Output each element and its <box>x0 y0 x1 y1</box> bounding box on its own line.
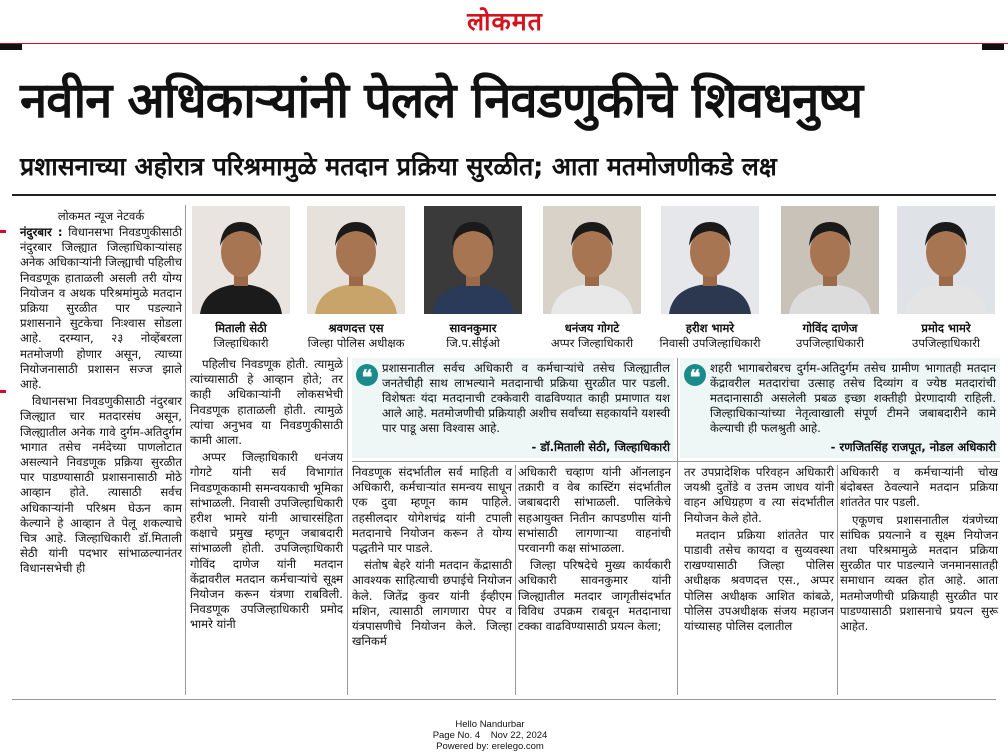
article-column-3 <box>352 465 512 651</box>
page-footer <box>380 719 600 752</box>
headline: नवीन अधिकाऱ्यांनी पेलले निवडणुकीचे शिवधनुष्य <box>20 72 863 129</box>
official-role: उपजिल्हाधिकारी <box>796 336 864 350</box>
subheadline: प्रशासनाच्या अहोरात्र परिश्रमामुळे मतदान प्रक्रिया सुरळीत; आता मतमोजणीकडे लक्ष <box>20 152 777 181</box>
paragraph: अप्पर जिल्हाधिकारी धनंजय गोगटे यांनी सर्व विभागांत निवडणूककामी समन्वयकाची भूमिका सांभाळली. निवासी उपजिल्हाधिकारी हरीश भामरे यांनी आचारसंहिता कक्षाचे प्रमुख म्हणून जबाबदारी सांभाळली होती. उपजिल्हाधिकारी गोविंद दाणेज यांनी मतदान केंद्रावरील मतदान कर्मचाऱ्यांचे सूक्ष्म नियोजन करून यंत्रणा राबविली. निवडणूक उपजिल्हाधिकारी प्रमोद भामरे यांनी <box>190 450 343 632</box>
byline: लोकमत न्यूज नेटवर्क <box>57 209 145 223</box>
quote-attribution: - डॉ.मिताली सेठी, जिल्हाधिकारी <box>531 440 670 454</box>
paragraph: अधिकारी व कर्मचाऱ्यांनी चोख बंदोबस्त ठेवल्याने मतदान प्रक्रिया शांततेत पार पडली. <box>840 465 998 510</box>
paragraph-text: विधानसभा निवडणुकीसाठी नंदुरबार जिल्ह्यात जिल्हाधिकाऱ्यांसह अनेक अधिकाऱ्यांनी जिल्ह्याची पहिलीच निवडणूक हाताळली असली तरी योग्य नियोजन व अथक परिश्रमांमुळे मतदान प्रक्रिया सुरळीत पार पडल्याने प्रशासनाने सुटकेचा निःश्वास सोडला आहे. दरम्यान, २३ नोव्हेंबरला मतमोजणी होणार असून, त्याच्या नियोजनासाठी प्रशासन सज्ज झाले आहे. <box>20 225 182 392</box>
column-divider <box>515 465 516 695</box>
official-name: सावनकुमार <box>449 321 497 335</box>
headline-rule <box>12 194 996 196</box>
official-photo <box>781 206 879 314</box>
article-column-4 <box>518 465 671 636</box>
column-divider <box>347 357 348 695</box>
official-role: जि.प.सीईओ <box>446 336 500 350</box>
official-photo <box>897 206 995 314</box>
paragraph: तर उपप्रादेशिक परिवहन अधिकारी जयश्री दुतोंडे व उत्तम जाधव यांनी वाहन अधिग्रहण व त्या संदर्भातील नियोजन केले होते. <box>684 465 834 525</box>
column-divider <box>837 465 838 695</box>
official-photo <box>543 206 641 314</box>
pull-quote-2 <box>680 358 1000 458</box>
official-role: निवासी उपजिल्हाधिकारी <box>659 336 761 350</box>
article-column-5 <box>684 465 834 636</box>
paragraph: विधानसभा निवडणुकीसाठी नंदुरबार जिल्ह्यात चार मतदारसंघ असून, जिल्ह्यातील अनेक गावे दुर्गम-अतिदुर्गम भागात तसेच नर्मदेच्या पाणलोटात असल्याने निवडणूक प्रक्रिया सुरळीत पार पाडण्यासाठी प्रशासनासाठी मोठे आव्हान होते. त्यासाठी सर्वच अधिकाऱ्यांनी परिश्रम घेऊन काम केल्याने हे आव्हान ते पेलू शकल्याचे चित्र आहे. जिल्हाधिकारी डॉ.मिताली सेठी यांनी पदभार सांभाळल्यानंतर विधानसभेची ही <box>20 394 182 576</box>
quote-icon: ❝ <box>356 364 378 386</box>
paragraph: पहिलीच निवडणूक होती. त्यामुळे त्यांच्यासाठी हे आव्हान होते; तर काही अधिकाऱ्यांनी लोकसभेची निवडणूक हाताळली होती. त्यामुळे त्यांचा अनुभव या निवडणुकीसाठी कामी आला. <box>190 357 343 448</box>
official-name: गोविंद दाणेज <box>802 321 858 335</box>
paragraph: मतदान प्रक्रिया शांततेत पार पाडावी तसेच कायदा व सुव्यवस्था राखण्यासाठी जिल्हा पोलिस अधीक्षक श्रवणदत्त एस., अप्पर पोलिस अधीक्षक आशित कांबळे, पोलिस उपअधीक्षक संजय महाजन यांच्यासह पोलिस दलातील <box>684 527 834 634</box>
masthead-logo: लोकमत <box>467 7 543 36</box>
official-name: मिताली सेठी <box>215 321 267 335</box>
quote-divider <box>352 461 1000 462</box>
column-divider <box>677 358 678 695</box>
pull-quote-1 <box>352 358 674 458</box>
paragraph: निवडणूक संदर्भातील सर्व माहिती व अधिकारी, कर्मचाऱ्यांत समन्वय साधून एक दुवा म्हणून काम पाहिले. तहसीलदार योगेशचंद्र यांनी टपाली मतदानाचे नियोजन करून ते योग्य पद्धतीने पार पाडले. <box>352 465 512 556</box>
footer-page-date: Page No. 4 Nov 22, 2024 <box>432 730 548 741</box>
masthead-divider <box>0 43 1008 44</box>
paragraph: संतोष बेहरे यांनी मतदान केंद्रासाठी आवश्यक साहित्याची छपाईचे नियोजन केले. जितेंद्र कुवर यांनी ईव्हीएम मशिन, त्यासाठी लागणारा पेपर व यंत्रपासणीचे नियोजन केले. जिल्हा खनिकर्म <box>352 558 512 649</box>
quote-text: शहरी भागाबरोबरच दुर्गम-अतिदुर्गम तसेच ग्रामीण भागातही मतदान केंद्रावरील मतदारांचा उत्साह तसेच दिव्यांग व ज्येष्ठ मतदारांची मतदानासाठी असलेली प्रबळ इच्छा शक्तीही प्रेरणादायी राहिली. जिल्हाधिकाऱ्यांच्या नेतृत्वाखाली संपूर्ण टीमने जबाबदारीने कामे केल्याची ही फलश्रुती आहे. <box>710 361 996 435</box>
page-bottom-rule <box>12 699 996 700</box>
official-name: हरीश भामरे <box>685 321 735 335</box>
column-divider <box>185 205 186 695</box>
official-photo <box>661 206 759 314</box>
footer-edition: Hello Nandurbar <box>455 719 525 730</box>
official-name: प्रमोद भामरे <box>921 321 971 335</box>
page-edge-mark <box>982 44 1004 50</box>
official-photo <box>192 206 290 314</box>
paragraph: जिल्हा परिषदेचे मुख्य कार्यकारी अधिकारी सावनकुमार यांनी जिल्ह्यातील मतदार जागृतीसंदर्भात विविध उपक्रम राबवून मतदानाचा टक्का वाढविण्यासाठी प्रयत्न केला; <box>518 558 671 634</box>
page-edge-mark <box>0 44 22 50</box>
quote-icon: ❝ <box>684 364 706 386</box>
quote-text: प्रशासनातील सर्वच अधिकारी व कर्मचाऱ्यांचे तसेच जिल्ह्यातील जनतेचीही साथ लाभल्याने मतदानाची प्रक्रिया सुरळीत पार पडली. विशेषतः यंदा मतदानाची टक्केवारी वाढविण्यात काही प्रमाणात यश आले आहे. मतमोजणीची प्रक्रियाही अशीच सर्वांच्या सहकार्याने यशस्वी पार पाडू असा विश्वास आहे. <box>382 361 670 435</box>
official-photo <box>424 206 522 314</box>
paragraph: एकूणच प्रशासनातील यंत्रणेच्या सांघिक प्रयत्नाने व सूक्ष्म नियोजन तथा परिश्रमामुळे मतदान प्रक्रिया सुरळीत पार पाडल्याने जनमानसातही समाधान व्यक्त होत आहे. आता मतमोजणीची प्रक्रियाही सुरळीत पार पाडण्यासाठी प्रशासनाचे प्रयत्न सुरू आहेत. <box>840 512 998 634</box>
official-role: उपजिल्हाधिकारी <box>912 336 980 350</box>
article-column-1 <box>20 225 182 579</box>
article-column-6 <box>840 465 998 636</box>
footer-powered-by: Powered by: erelego.com <box>436 741 544 752</box>
edge-accent <box>0 230 6 233</box>
edge-accent <box>0 390 6 393</box>
official-photo <box>307 206 405 314</box>
official-name: श्रवणदत्त एस <box>328 321 384 335</box>
quote-attribution: - रणजितसिंह राजपूत, नोडल अधिकारी <box>830 440 996 454</box>
article-column-2 <box>190 357 343 635</box>
paragraph <box>20 225 182 392</box>
official-role: जिल्हाधिकारी <box>213 336 269 350</box>
official-role: अप्पर जिल्हाधिकारी <box>550 336 634 350</box>
official-role: जिल्हा पोलिस अधीक्षक <box>307 336 405 350</box>
dateline: नंदुरबार : <box>20 225 63 239</box>
paragraph: अधिकारी चव्हाण यांनी ऑनलाइन तक्रारी व वेब कास्टिंग संदर्भातील जबाबदारी सांभाळली. पालिकेचे सहआयुक्त नितीन कापडणीस यांनी सभांसाठी लागणाऱ्या वाहनांची परवानगी कक्ष सांभाळला. <box>518 465 671 556</box>
official-name: धनंजय गोगटे <box>564 321 620 335</box>
